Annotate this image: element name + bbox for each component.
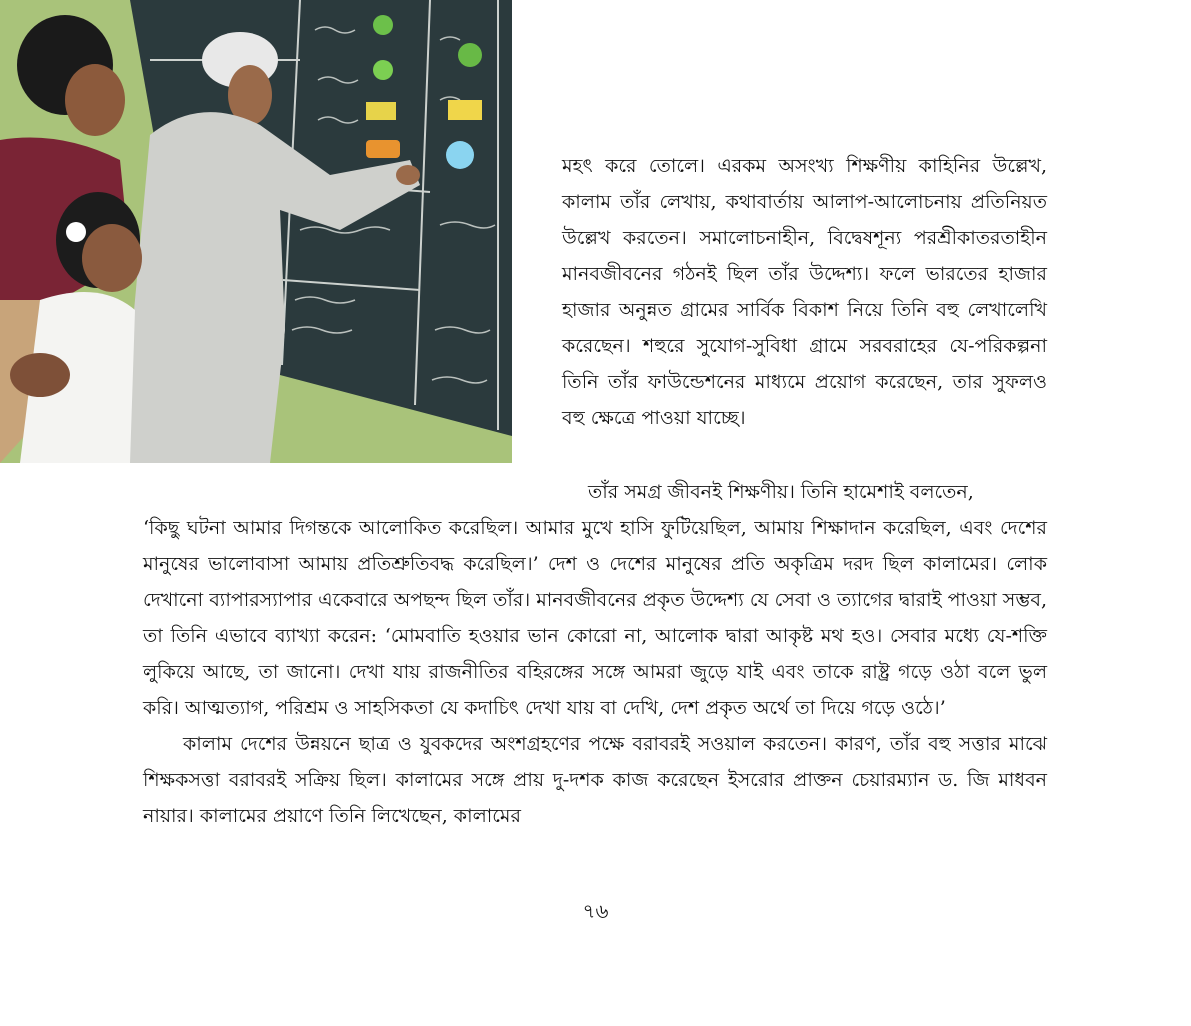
- photo-kalam-at-blackboard: [0, 0, 512, 463]
- right-column-paragraph: মহৎ করে তোলে। এরকম অসংখ্য শিক্ষণীয় কাহিনির উল্লেখ, কালাম তাঁর লেখায়, কথাবার্তায় আলাপ-আলোচনায় প্রতিনিয়ত উল্লেখ করতেন। সমালোচনাহীন, বিদ্বেষশূন্য পরশ্রীকাতরতাহীন মানবজীবনের গঠনই ছিল তাঁর উদ্দেশ্য। ফলে ভারতের হাজার হাজার অনুন্নত গ্রামের সার্বিক বিকাশ নিয়ে তিনি বহু লেখালেখি করেছেন। শহুরে সুযোগ-সুবিধা গ্রামে সরবরাহের যে-পরিকল্পনা তিনি তাঁর ফাউন্ডেশনের মাধ্যমে প্রয়োগ করেছেন, তার সুফলও বহু ক্ষেত্রে পাওয়া যাচ্ছে।: [562, 155, 1047, 429]
- paragraph-2: কালাম দেশের উন্নয়নে ছাত্র ও যুবকদের অংশগ্রহণের পক্ষে বরাবরই সওয়াল করতেন। কারণ, তাঁর বহু সত্তার মাঝে শিক্ষকসত্তা বরাবরই সক্রিয় ছিল। কালামের সঙ্গে প্রায় দু-দশক কাজ করেছেন ইসরোর প্রাক্তন চেয়ারম্যান ড. জি মাধবন নায়ার। কালামের প্রয়াণে তিনি লিখেছেন, কালামের: [143, 733, 1047, 827]
- page-number: ৭৬: [582, 899, 609, 923]
- paragraph-1-lead: তাঁর সমগ্র জীবনই শিক্ষণীয়। তিনি হামেশাই বলতেন,: [588, 481, 974, 503]
- right-column-text: [562, 148, 1047, 436]
- main-column-text: [143, 474, 1047, 834]
- photo-illustration: [0, 0, 512, 463]
- paragraph-1-body: ‘কিছু ঘটনা আমার দিগন্তকে আলোকিত করেছিল। আমার মুখে হাসি ফুটিয়েছিল, আমায় শিক্ষাদান করেছিল, এবং দেশের মানুষের ভালোবাসা আমায় প্রতিশ্রুতিবদ্ধ করেছিল।’ দেশ ও দেশের মানুষের প্রতি অকৃত্রিম দরদ ছিল কালামের। লোক দেখানো ব্যাপারস্যাপার একেবারে অপছন্দ ছিল তাঁর। মানবজীবনের প্রকৃত উদ্দেশ্য যে সেবা ও ত্যাগের দ্বারাই পাওয়া সম্ভব, তা তিনি এভাবে ব্যাখ্যা করেন: ‘মোমবাতি হওয়ার ভান কোরো না, আলোক দ্বারা আকৃষ্ট মথ হও। সেবার মধ্যে যে-শক্তি লুকিয়ে আছে, তা জানো। দেখা যায় রাজনীতির বহিরঙ্গের সঙ্গে আমরা জুড়ে যাই এবং তাকে রাষ্ট্র গড়ে ওঠা বলে ভুল করি। আত্মত্যাগ, পরিশ্রম ও সাহসিকতা যে কদাচিৎ দেখা যায় বা দেখি, দেশ প্রকৃত অর্থে তা দিয়ে গড়ে ওঠে।’: [143, 517, 1047, 719]
